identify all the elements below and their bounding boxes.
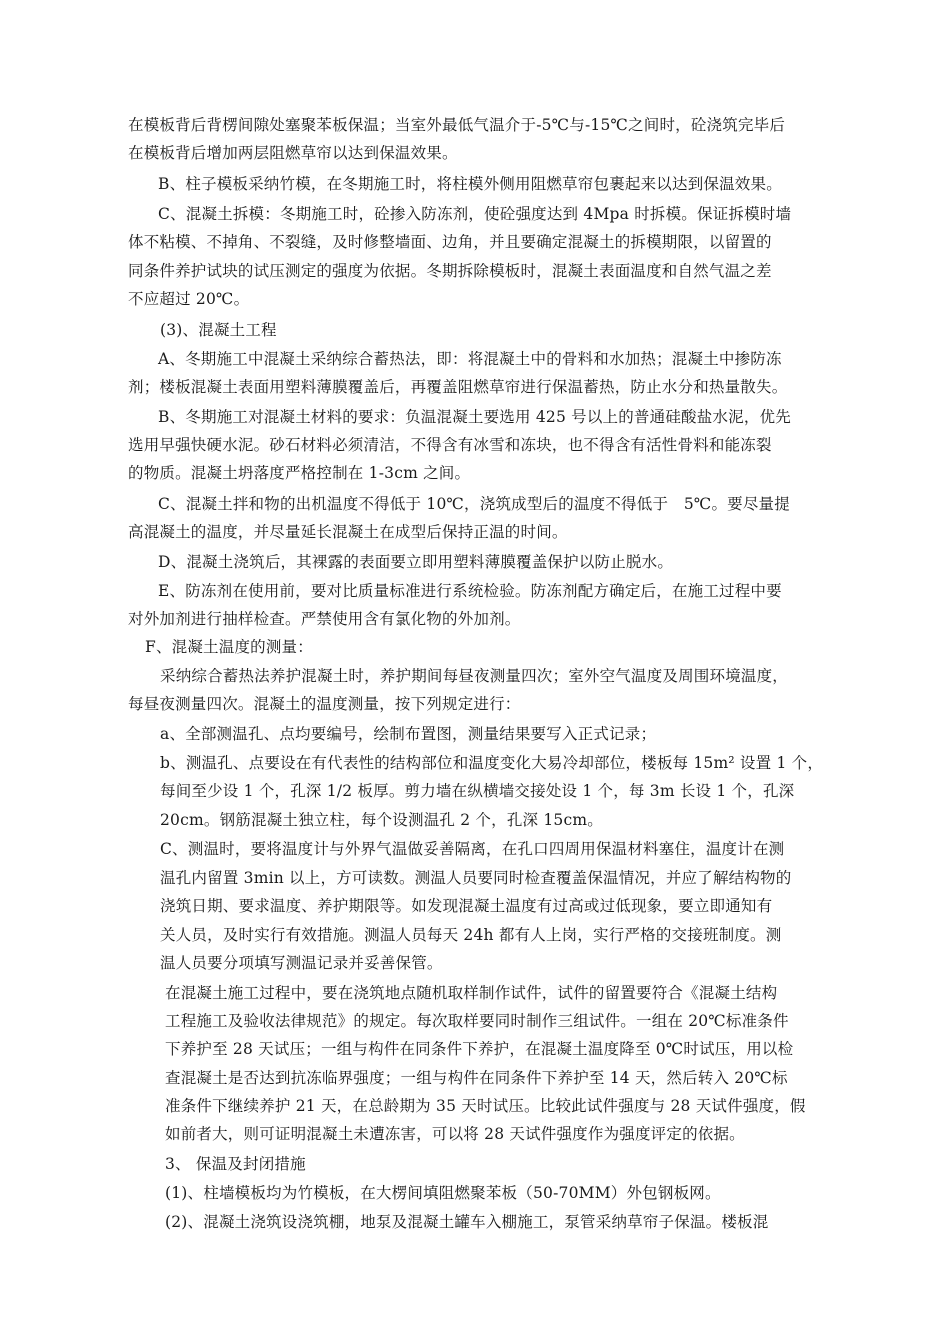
text-line: 的物质。混凝土坍落度严格控制在 1-3cm 之间。: [128, 464, 471, 482]
text-line: 体不粘模、不掉角、不裂缝，及时修整墙面、边角，并且要确定混凝土的拆模期限，以留置的: [128, 233, 772, 251]
text-line: 高混凝土的温度，并尽量延长混凝土在成型后保持正温的时间。: [128, 523, 568, 541]
list-item: a、全部测温孔、点均要编号，绘制布置图，测量结果要写入正式记录；: [160, 725, 657, 743]
text-line: 选用早强快硬水泥。砂石材料必须清洁，不得含有冰雪和冻块，也不得含有活性骨料和能冻裂: [128, 436, 772, 454]
text-line: 对外加剂进行抽样检查。严禁使用含有氯化物的外加剂。: [128, 610, 521, 628]
text-line: D、混凝土浇筑后，其裸露的表面要立即用塑料薄膜覆盖保护以防止脱水。: [158, 553, 674, 571]
text-line: 在模板背后背楞间隙处塞聚苯板保温；当室外最低气温介于-5℃与-15℃之间时，砼浇筑完毕后: [128, 116, 786, 134]
list-item: (2)、混凝土浇筑设浇筑棚，地泵及混凝土罐车入棚施工，泵管采纳草帘子保温。楼板混: [165, 1213, 769, 1231]
text-line: 关人员，及时实行有效措施。测温人员每天 24h 都有人上岗，实行严格的交接班制度。测: [160, 926, 782, 944]
text-line: 采纳综合蓄热法养护混凝土时，养护期间每昼夜测量四次；室外空气温度及周围环境温度，: [160, 667, 789, 685]
text-line: B、冬期施工对混凝土材料的要求：负温混凝土要选用 425 号以上的普通硅酸盐水泥，优先: [158, 408, 791, 426]
text-line: 不应超过 20℃。: [128, 290, 250, 308]
section-heading: (3)、混凝土工程: [160, 321, 277, 339]
list-item: b、测温孔、点要设在有代表性的结构部位和温度变化大易冷却部位，楼板每 15m² 设置 1 个，: [160, 754, 824, 772]
text-line: 每间至少设 1 个，孔深 1/2 板厚。剪力墙在纵横墙交接处设 1 个，每 3m 长设 1 个，孔深: [160, 782, 795, 800]
text-line: 准条件下继续养护 21 天，在总龄期为 35 天时试压。比较此试件强度与 28 天试件强度，假: [165, 1097, 806, 1115]
text-line: 20cm。钢筋混凝土独立柱，每个设测温孔 2 个，孔深 15cm。: [160, 811, 603, 829]
list-item: C、测温时，要将温度计与外界气温做妥善隔离，在孔口四周用保温材料塞住，温度计在测: [160, 840, 785, 858]
list-item: (1)、柱墙模板均为竹模板，在大楞间填阻燃聚苯板（50-70MM）外包钢板网。: [165, 1184, 721, 1202]
text-line: 下养护至 28 天试压；一组与构件在同条件下养护，在混凝土温度降至 0℃时试压，用以检: [165, 1040, 794, 1058]
text-line: 在混凝土施工过程中，要在浇筑地点随机取样制作试件，试件的留置要符合《混凝土结构: [165, 984, 778, 1002]
text-line: 在模板背后增加两层阻燃草帘以达到保温效果。: [128, 144, 458, 162]
text-line: B、柱子模板采纳竹模，在冬期施工时，将柱模外侧用阻燃草帘包裹起来以达到保温效果。: [158, 175, 782, 193]
text-line: 剂；楼板混凝土表面用塑料薄膜覆盖后，再覆盖阻燃草帘进行保温蓄热，防止水分和热量散失。: [128, 378, 788, 396]
text-line: 温孔内留置 3min 以上，方可读数。测温人员要同时检查覆盖保温情况，并应了解结构物的: [160, 869, 792, 887]
section-heading: 3、 保温及封闭措施: [165, 1155, 306, 1173]
text-line: C、混凝土拌和物的出机温度不得低于 10℃，浇筑成型后的温度不得低于 5℃。要尽量提: [158, 495, 790, 513]
text-line: C、混凝土拆模：冬期施工时，砼掺入防冻剂，使砼强度达到 4Mpa 时拆模。保证拆模时墙: [158, 205, 792, 223]
text-line: 如前者大，则可证明混凝土未遭冻害，可以将 28 天试件强度作为强度评定的依据。: [165, 1125, 745, 1143]
text-line: 查混凝土是否达到抗冻临界强度；一组与构件在同条件下养护至 14 天，然后转入 20℃标: [165, 1069, 788, 1087]
text-line: 同条件养护试块的试压测定的强度为依据。冬期拆除模板时，混凝土表面温度和自然气温之差: [128, 262, 772, 280]
text-line: F、混凝土温度的测量：: [145, 638, 313, 656]
text-line: 温人员要分项填写测温记录并妥善保管。: [160, 954, 443, 972]
text-line: 浇筑日期、要求温度、养护期限等。如发现混凝土温度有过高或过低现象，要立即通知有: [160, 897, 773, 915]
text-line: A、冬期施工中混凝土采纳综合蓄热法，即：将混凝土中的骨料和水加热；混凝土中掺防冻: [158, 350, 782, 368]
text-line: 工程施工及验收法律规范》的规定。每次取样要同时制作三组试件。一组在 20℃标准条件: [165, 1012, 789, 1030]
text-line: E、防冻剂在使用前，要对比质量标准进行系统检验。防冻剂配方确定后，在施工过程中要: [158, 582, 782, 600]
text-line: 每昼夜测量四次。混凝土的温度测量，按下列规定进行：: [128, 695, 521, 713]
